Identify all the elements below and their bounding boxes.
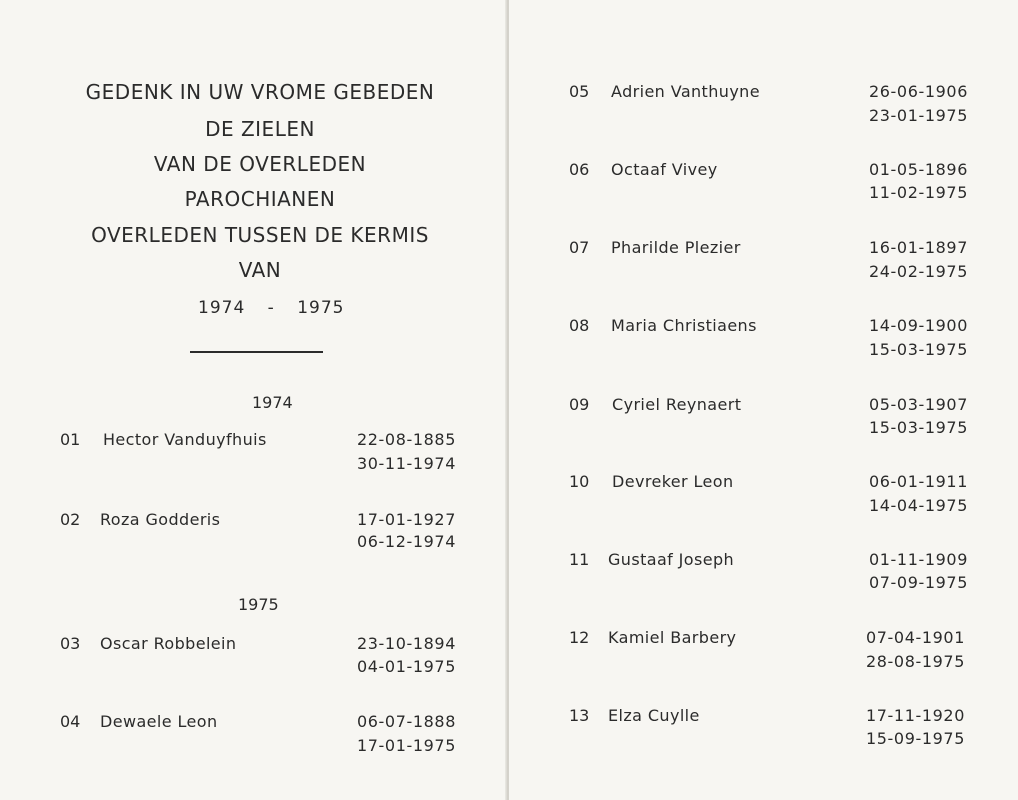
- entry-born: 01-05-1896: [869, 160, 968, 179]
- entry-died: 04-01-1975: [357, 657, 456, 676]
- entry-name: Hector Vanduyfhuis: [103, 430, 267, 449]
- entry-died: 14-04-1975: [869, 496, 968, 515]
- entry-born: 17-01-1927: [357, 510, 456, 529]
- period-to: 1975: [297, 298, 345, 318]
- entry-born: 23-10-1894: [357, 634, 456, 653]
- title-line-1: GEDENK IN UW VROME GEBEDEN: [85, 80, 435, 104]
- entry-number: 01: [60, 430, 81, 449]
- entry-name: Kamiel Barbery: [608, 628, 737, 647]
- entry-number: 06: [569, 160, 590, 179]
- entry-born: 06-07-1888: [357, 712, 456, 731]
- entry-name: Octaaf Vivey: [611, 160, 718, 179]
- entry-born: 14-09-1900: [869, 316, 968, 335]
- entry-died: 28-08-1975: [866, 652, 965, 671]
- entry-06: [569, 160, 969, 210]
- entry-name: Pharilde Plezier: [611, 238, 741, 257]
- entry-number: 12: [569, 628, 590, 647]
- entry-born: 05-03-1907: [869, 395, 968, 414]
- entry-name: Elza Cuylle: [608, 706, 700, 725]
- entry-number: 07: [569, 238, 590, 257]
- title-line-4: PAROCHIANEN: [184, 187, 336, 211]
- entry-10: [569, 472, 969, 522]
- entry-name: Gustaaf Joseph: [608, 550, 735, 569]
- entry-died: 23-01-1975: [869, 106, 968, 125]
- entry-11: [569, 550, 969, 600]
- entry-01: [60, 430, 460, 480]
- entry-number: 10: [569, 472, 590, 491]
- entry-number: 02: [60, 510, 81, 529]
- entry-born: 06-01-1911: [869, 472, 968, 491]
- entry-born: 26-06-1906: [869, 82, 968, 101]
- entry-05: [569, 82, 969, 132]
- entry-08: [569, 316, 969, 366]
- divider-rule: [190, 351, 323, 353]
- year-heading-1975: 1975: [238, 595, 279, 614]
- entry-number: 03: [60, 634, 81, 653]
- entry-number: 05: [569, 82, 590, 101]
- entry-died: 30-11-1974: [357, 454, 456, 473]
- period-separator: -: [267, 298, 275, 318]
- entry-number: 09: [569, 395, 590, 414]
- entry-died: 07-09-1975: [869, 573, 968, 592]
- entry-died: 06-12-1974: [357, 532, 456, 551]
- entry-born: 22-08-1885: [357, 430, 456, 449]
- entry-03: [60, 634, 460, 684]
- entry-name: Roza Godderis: [100, 510, 221, 529]
- entry-09: [569, 395, 969, 445]
- entry-number: 04: [60, 712, 81, 731]
- entry-name: Cyriel Reynaert: [612, 395, 742, 414]
- entry-13: [569, 706, 969, 756]
- entry-12: [569, 628, 969, 678]
- left-page: [0, 0, 507, 800]
- entry-name: Devreker Leon: [612, 472, 734, 491]
- period-from: 1974: [198, 298, 246, 318]
- entry-died: 11-02-1975: [869, 183, 968, 202]
- entry-died: 24-02-1975: [869, 262, 968, 281]
- entry-02: [60, 510, 460, 560]
- entry-name: Maria Christiaens: [611, 316, 757, 335]
- entry-name: Dewaele Leon: [100, 712, 218, 731]
- year-heading-1974: 1974: [252, 393, 293, 412]
- entry-born: 01-11-1909: [869, 550, 968, 569]
- title-line-3: VAN DE OVERLEDEN: [153, 152, 367, 176]
- entry-04: [60, 712, 460, 762]
- entry-born: 17-11-1920: [866, 706, 965, 725]
- entry-name: Oscar Robbelein: [100, 634, 237, 653]
- entry-number: 11: [569, 550, 590, 569]
- title-line-6: VAN: [238, 258, 282, 282]
- entry-name: Adrien Vanthuyne: [611, 82, 760, 101]
- entry-died: 15-09-1975: [866, 729, 965, 748]
- title-line-2: DE ZIELEN: [205, 117, 315, 141]
- entry-born: 16-01-1897: [869, 238, 968, 257]
- title-line-5: OVERLEDEN TUSSEN DE KERMIS: [91, 223, 429, 247]
- entry-died: 15-03-1975: [869, 340, 968, 359]
- period-range: [198, 298, 344, 318]
- entry-number: 08: [569, 316, 590, 335]
- entry-07: [569, 238, 969, 288]
- entry-born: 07-04-1901: [866, 628, 965, 647]
- entry-died: 15-03-1975: [869, 418, 968, 437]
- right-page: [509, 0, 1018, 800]
- entry-number: 13: [569, 706, 590, 725]
- entry-died: 17-01-1975: [357, 736, 456, 755]
